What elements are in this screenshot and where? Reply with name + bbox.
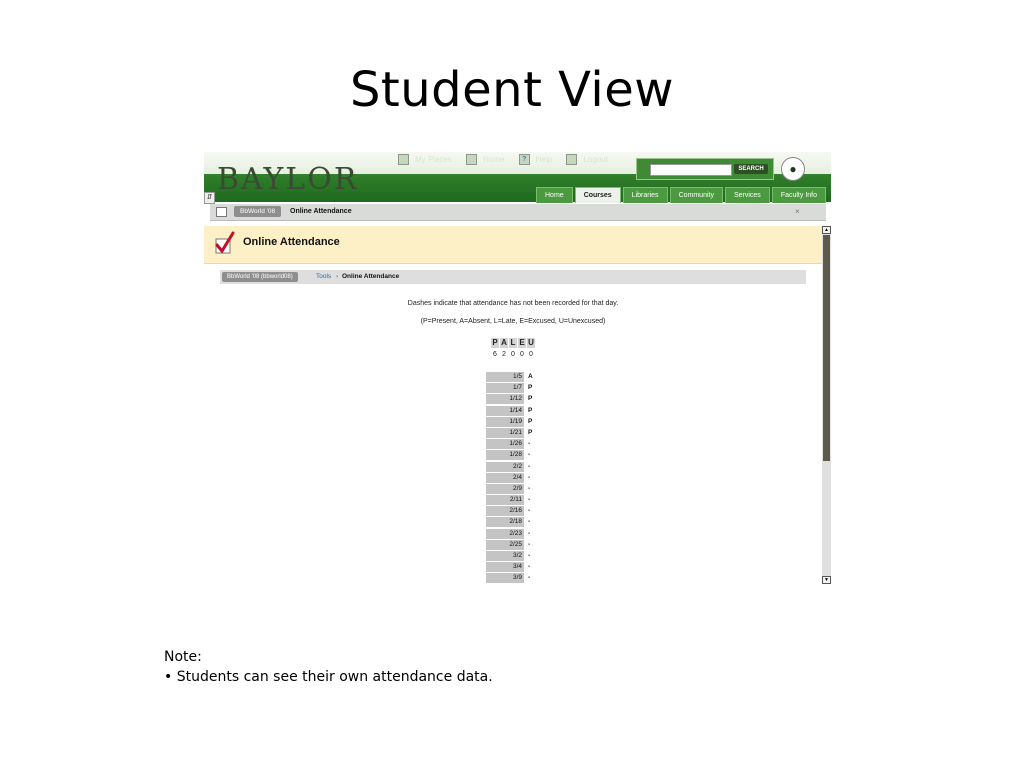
attendance-row bbox=[486, 383, 542, 394]
attendance-status: - bbox=[528, 507, 531, 515]
home-icon bbox=[466, 154, 477, 165]
attendance-row bbox=[486, 540, 542, 551]
attendance-status: - bbox=[528, 473, 531, 481]
attendance-status: P bbox=[528, 406, 533, 414]
legend-code: E bbox=[519, 338, 525, 347]
main-tabs bbox=[536, 187, 828, 202]
legend-code: U bbox=[528, 338, 534, 347]
attendance-row bbox=[486, 529, 542, 540]
browser-screenshot bbox=[204, 152, 831, 584]
legend-count: 0 bbox=[511, 351, 515, 358]
legend-count: 2 bbox=[502, 351, 506, 358]
legend-count: 0 bbox=[529, 351, 533, 358]
attendance-status: A bbox=[528, 373, 533, 380]
legend-count: 6 bbox=[493, 351, 497, 358]
attendance-status: - bbox=[528, 462, 531, 470]
tab-faculty-info[interactable]: Faculty Info bbox=[772, 187, 826, 203]
attendance-date: 2/4 bbox=[486, 473, 524, 483]
attendance-status: P bbox=[528, 417, 533, 425]
tab-community[interactable]: Community bbox=[670, 187, 723, 203]
attendance-date: 3/9 bbox=[486, 573, 524, 583]
scroll-down-icon[interactable]: ▼ bbox=[822, 576, 831, 584]
tab-home[interactable]: Home bbox=[536, 187, 573, 203]
attendance-date: 2/2 bbox=[486, 462, 524, 472]
attendance-date: 2/25 bbox=[486, 540, 524, 550]
legend-codes bbox=[491, 338, 536, 348]
tab-services[interactable]: Services bbox=[725, 187, 770, 203]
attendance-status: P bbox=[528, 428, 533, 436]
dashes-note: Dashes indicate that attendance has not been recorded for that day. bbox=[407, 300, 619, 307]
attendance-date: 2/23 bbox=[486, 529, 524, 539]
legend-note: (P=Present, A=Absent, L=Late, E=Excused, U=Unexcused) bbox=[420, 318, 606, 325]
baylor-logo: BAYLOR bbox=[217, 162, 359, 197]
attendance-date: 3/4 bbox=[486, 562, 524, 572]
top-links bbox=[398, 154, 620, 165]
attendance-status: P bbox=[528, 384, 533, 392]
course-badge[interactable]: BbWorld '08 bbox=[234, 206, 281, 217]
expand-icon[interactable]: ⇵ bbox=[204, 192, 215, 204]
tab-courses[interactable]: Courses bbox=[575, 187, 621, 203]
attendance-row bbox=[486, 517, 542, 528]
attendance-date: 2/11 bbox=[486, 495, 524, 505]
attendance-row bbox=[486, 484, 542, 495]
attendance-row bbox=[486, 450, 542, 461]
attendance-row bbox=[486, 372, 542, 383]
legend-code: L bbox=[510, 338, 516, 347]
slide-title: Student View bbox=[349, 62, 675, 118]
attendance-date: 2/16 bbox=[486, 506, 524, 516]
close-icon[interactable]: × bbox=[795, 207, 800, 216]
page-banner bbox=[204, 226, 822, 264]
logout-icon bbox=[566, 154, 577, 165]
breadcrumb-course[interactable]: BbWorld '08 (bbworld08) bbox=[222, 272, 298, 282]
breadcrumb-tools[interactable]: Tools bbox=[316, 273, 332, 280]
top-link-help[interactable]: ? Help bbox=[519, 155, 558, 164]
attendance-row bbox=[486, 439, 542, 450]
attendance-date: 2/18 bbox=[486, 517, 524, 527]
attendance-status: - bbox=[528, 518, 531, 526]
attendance-row bbox=[486, 473, 542, 484]
attendance-row bbox=[486, 573, 542, 584]
checkmark-icon bbox=[214, 231, 236, 255]
note-bullet: • Students can see their own attendance data. bbox=[164, 669, 493, 685]
attendance-row bbox=[486, 551, 542, 562]
top-link-my-places[interactable]: My Places bbox=[398, 155, 458, 164]
bear-logo-icon: ● bbox=[781, 157, 805, 181]
slide-note bbox=[164, 647, 493, 687]
search-input[interactable] bbox=[650, 164, 732, 176]
attendance-row bbox=[486, 495, 542, 506]
attendance-status: - bbox=[528, 540, 531, 548]
breadcrumb-current: Online Attendance bbox=[342, 273, 400, 280]
scroll-up-icon[interactable]: ▲ bbox=[822, 226, 831, 234]
search-box bbox=[636, 158, 774, 180]
attendance-row bbox=[486, 562, 542, 573]
legend-code: P bbox=[492, 338, 498, 347]
attendance-status: - bbox=[528, 574, 531, 582]
course-bar-title: Online Attendance bbox=[290, 208, 352, 215]
breadcrumb bbox=[220, 270, 806, 284]
attendance-date: 1/14 bbox=[486, 406, 524, 416]
attendance-date: 1/21 bbox=[486, 428, 524, 438]
top-link-logout[interactable]: Logout bbox=[566, 155, 613, 164]
course-menu-icon[interactable] bbox=[216, 207, 227, 217]
attendance-status: - bbox=[528, 529, 531, 537]
page-title: Online Attendance bbox=[243, 236, 340, 248]
note-heading: Note: bbox=[164, 649, 202, 665]
attendance-date: 1/26 bbox=[486, 439, 524, 449]
attendance-date: 1/28 bbox=[486, 450, 524, 460]
search-button[interactable]: SEARCH bbox=[734, 164, 768, 174]
site-header bbox=[204, 152, 831, 202]
tab-libraries[interactable]: Libraries bbox=[623, 187, 668, 203]
vertical-scrollbar[interactable] bbox=[822, 226, 831, 584]
attendance-date: 3/2 bbox=[486, 551, 524, 561]
attendance-status: - bbox=[528, 440, 531, 448]
legend-count: 0 bbox=[520, 351, 524, 358]
attendance-row bbox=[486, 406, 542, 417]
top-link-home[interactable]: Home bbox=[466, 155, 510, 164]
content-area bbox=[204, 226, 822, 584]
attendance-date: 2/9 bbox=[486, 484, 524, 494]
course-bar bbox=[210, 204, 826, 221]
attendance-list bbox=[486, 372, 542, 584]
attendance-date: 1/19 bbox=[486, 417, 524, 427]
attendance-status: - bbox=[528, 484, 531, 492]
attendance-row bbox=[486, 462, 542, 473]
attendance-status: P bbox=[528, 395, 533, 403]
attendance-status: - bbox=[528, 563, 531, 571]
attendance-row bbox=[486, 428, 542, 439]
attendance-status: - bbox=[528, 451, 531, 459]
attendance-row bbox=[486, 417, 542, 428]
attendance-date: 1/5 bbox=[486, 372, 524, 382]
attendance-row bbox=[486, 506, 542, 517]
attendance-date: 1/7 bbox=[486, 383, 524, 393]
attendance-row bbox=[486, 394, 542, 405]
breadcrumb-separator: › bbox=[336, 273, 339, 280]
attendance-status: - bbox=[528, 552, 531, 559]
legend-code: A bbox=[501, 338, 507, 347]
user-icon bbox=[398, 154, 409, 165]
help-icon: ? bbox=[519, 154, 530, 165]
scroll-thumb[interactable] bbox=[823, 235, 830, 461]
legend-counts bbox=[491, 351, 536, 358]
attendance-status: - bbox=[528, 496, 531, 504]
attendance-date: 1/12 bbox=[486, 394, 524, 404]
